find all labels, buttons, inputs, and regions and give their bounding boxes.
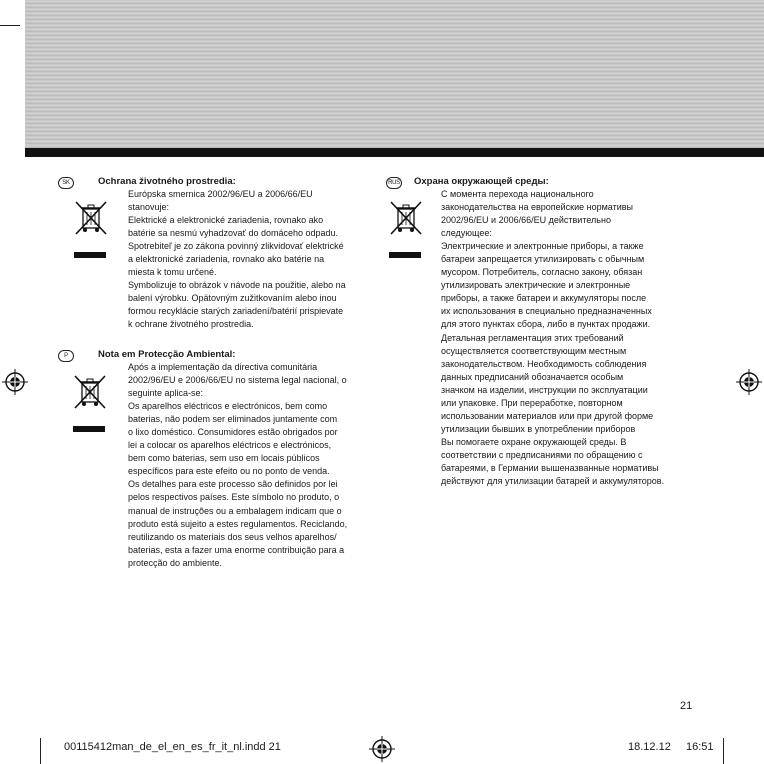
- left-column: [58, 176, 378, 568]
- section-body: Európska smernica 2002/96/EU a 2006/66/EU stanovuje: Elektrické a elektronické zariadenia, rovnako ako batérie sa nesmú vyhadzovať do domáceho odpadu. Spotrebiteľ je zo zákona povinný zlikvidovať elektrické a elektronické zariadenia, rovnako ako batérie na miesta k tomu určené. Symbolizuje to obrázok v návode na použitie, alebo na balení výrobku. Opätovným zužitkovaním alebo inou formou recyklácie starých zariadení/batérií prispievate k ochrane životného prostredia.: [128, 189, 346, 330]
- registration-mark-icon: [369, 736, 395, 762]
- section-body: С момента перехода национального законодательства на европейские нормативы 2002/96/EU и 2006/66/EU действительно следующее: Электрические и электронные приборы, а также батареи запрещается утилизировать с обычным мусором. Потребитель, согласно закону, обязан утилизировать электрические и электронные приборы, а также батареи и аккумуляторы после их использования в специально предназначенных для этого пунктах сбора, либо в пунктах продажи. Детальная регламентация этих требований осуществляется соответствующим местным законодательством. Необходимость соблюдения данных предписаний обозначается особым значком на изделии, инструкции по эксплуатации или упаковке. При переработке, повторном использовании материалов или при другой форме утилизации бывших в употреблении приборов Вы помогаете охране окружающей среды. В соответствии с предписаниями по обращению с батареями, в Германии вышеназванные нормативы действуют для утилизации батарей и аккумуляторов.: [441, 189, 665, 487]
- page-number: 21: [680, 700, 693, 712]
- crop-mark: [723, 738, 724, 764]
- section-pt: [58, 349, 378, 568]
- section-body: Após a implementação da directiva comunitária 2002/96/EU e 2006/66/EU no sistema legal nacional, o seguinte aplica-se: Os aparelhos eléctricos e electrónicos, bem como baterias, não podem ser eliminados juntamente com o lixo doméstico. Consumidores estão obrigados por lei a colocar os aparelhos eléctricos e electrónicos, bem como baterias, sem uso em locais públicos específicos para este efeito ou no ponto de venda. Os detalhes para este processo são definidos por lei pelos respectivos países. Este símbolo no produto, o manual de instruções ou a embalagem indicam que o produto está sujeito a estes regulamentos. Reciclando, reutilizando os materiais dos seus velhos aparelhos/ baterias, esta a fazer uma enorme contribuição para a protecção do ambiente.: [128, 362, 348, 568]
- crossed-out-wheelie-bin-icon: [73, 200, 109, 236]
- footer-date: 18.12.12: [628, 741, 671, 753]
- header-banner: [25, 0, 764, 148]
- right-column: [386, 176, 706, 487]
- footer-time: 16:51: [686, 741, 714, 753]
- section-sk: [58, 176, 378, 330]
- weee-bar: [74, 252, 106, 258]
- crop-mark: [0, 25, 20, 26]
- weee-bar: [73, 426, 105, 432]
- footer-filename: 00115412man_de_el_en_es_fr_it_nl.indd 21: [64, 741, 281, 753]
- section-ru: [386, 176, 706, 487]
- crop-mark: [40, 738, 41, 764]
- registration-mark-icon: [2, 369, 28, 395]
- lang-badge: SK: [58, 177, 74, 189]
- lang-badge: P: [58, 350, 74, 362]
- header-bar: [25, 148, 764, 157]
- weee-bar: [389, 252, 421, 258]
- crossed-out-wheelie-bin-icon: [388, 200, 424, 236]
- lang-badge: RUS: [386, 177, 402, 189]
- section-heading: Nota em Protecção Ambiental:: [98, 349, 236, 360]
- registration-mark-icon: [736, 369, 762, 395]
- crossed-out-wheelie-bin-icon: [72, 374, 108, 410]
- section-heading: Охрана окружающей среды:: [414, 176, 549, 187]
- section-heading: Ochrana životného prostredia:: [98, 176, 236, 187]
